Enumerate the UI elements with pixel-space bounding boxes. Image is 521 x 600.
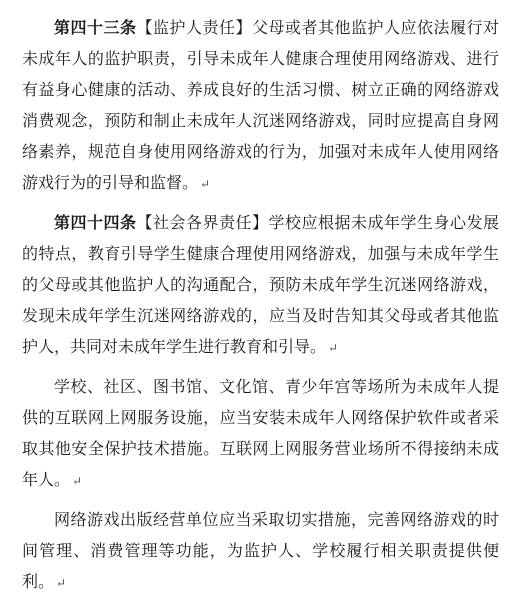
paragraph-text: 网络游戏出版经营单位应当采取切实措施，完善网络游戏的时间管理、消费管理等功能，为监护人、学校履行相关职责提供便利。 — [22, 510, 499, 591]
paragraph-text: 【社会各界责任】学校应根据未成年学生身心发展的特点，教育引导学生健康合理使用网络游戏，加强与未成年学生的父母或其他监护人的沟通配合，预防未成年学生沉迷网络游戏，发现未成年学生沉迷网络游戏的，应当及时告知其父母或者其他监护人，共同对未成年学生进行教育和引导。 — [22, 213, 499, 356]
paragraph-mark-icon: ↵ — [72, 474, 83, 488]
paragraph-mark-icon: ↵ — [200, 177, 211, 191]
paragraph-publishers — [22, 504, 499, 599]
paragraph-venues — [22, 371, 499, 497]
paragraph-article-43 — [22, 12, 499, 200]
article-number: 第四十四条 — [54, 213, 137, 232]
article-number: 第四十三条 — [54, 18, 137, 37]
paragraph-mark-icon: ↵ — [328, 341, 339, 355]
paragraph-mark-icon: ↵ — [56, 576, 67, 590]
paragraph-text: 【监护人责任】父母或者其他监护人应依法履行对未成年人的监护职责，引导未成年人健康合理使用网络游戏、进行有益身心健康的活动、养成良好的生活习惯、树立正确的网络游戏消费观念，预防和制止未成年人沉迷网络游戏，同时应提高自身网络素养，规范自身使用网络游戏的行为，加强对未成年人使用网络游戏行为的引导和监督。 — [22, 18, 499, 192]
paragraph-text: 学校、社区、图书馆、文化馆、青少年宫等场所为未成年人提供的互联网上网服务设施，应当安装未成年人网络保护软件或者采取其他安全保护技术措施。互联网上网服务营业场所不得接纳未成年人。 — [22, 377, 499, 489]
paragraph-article-44 — [22, 207, 499, 364]
